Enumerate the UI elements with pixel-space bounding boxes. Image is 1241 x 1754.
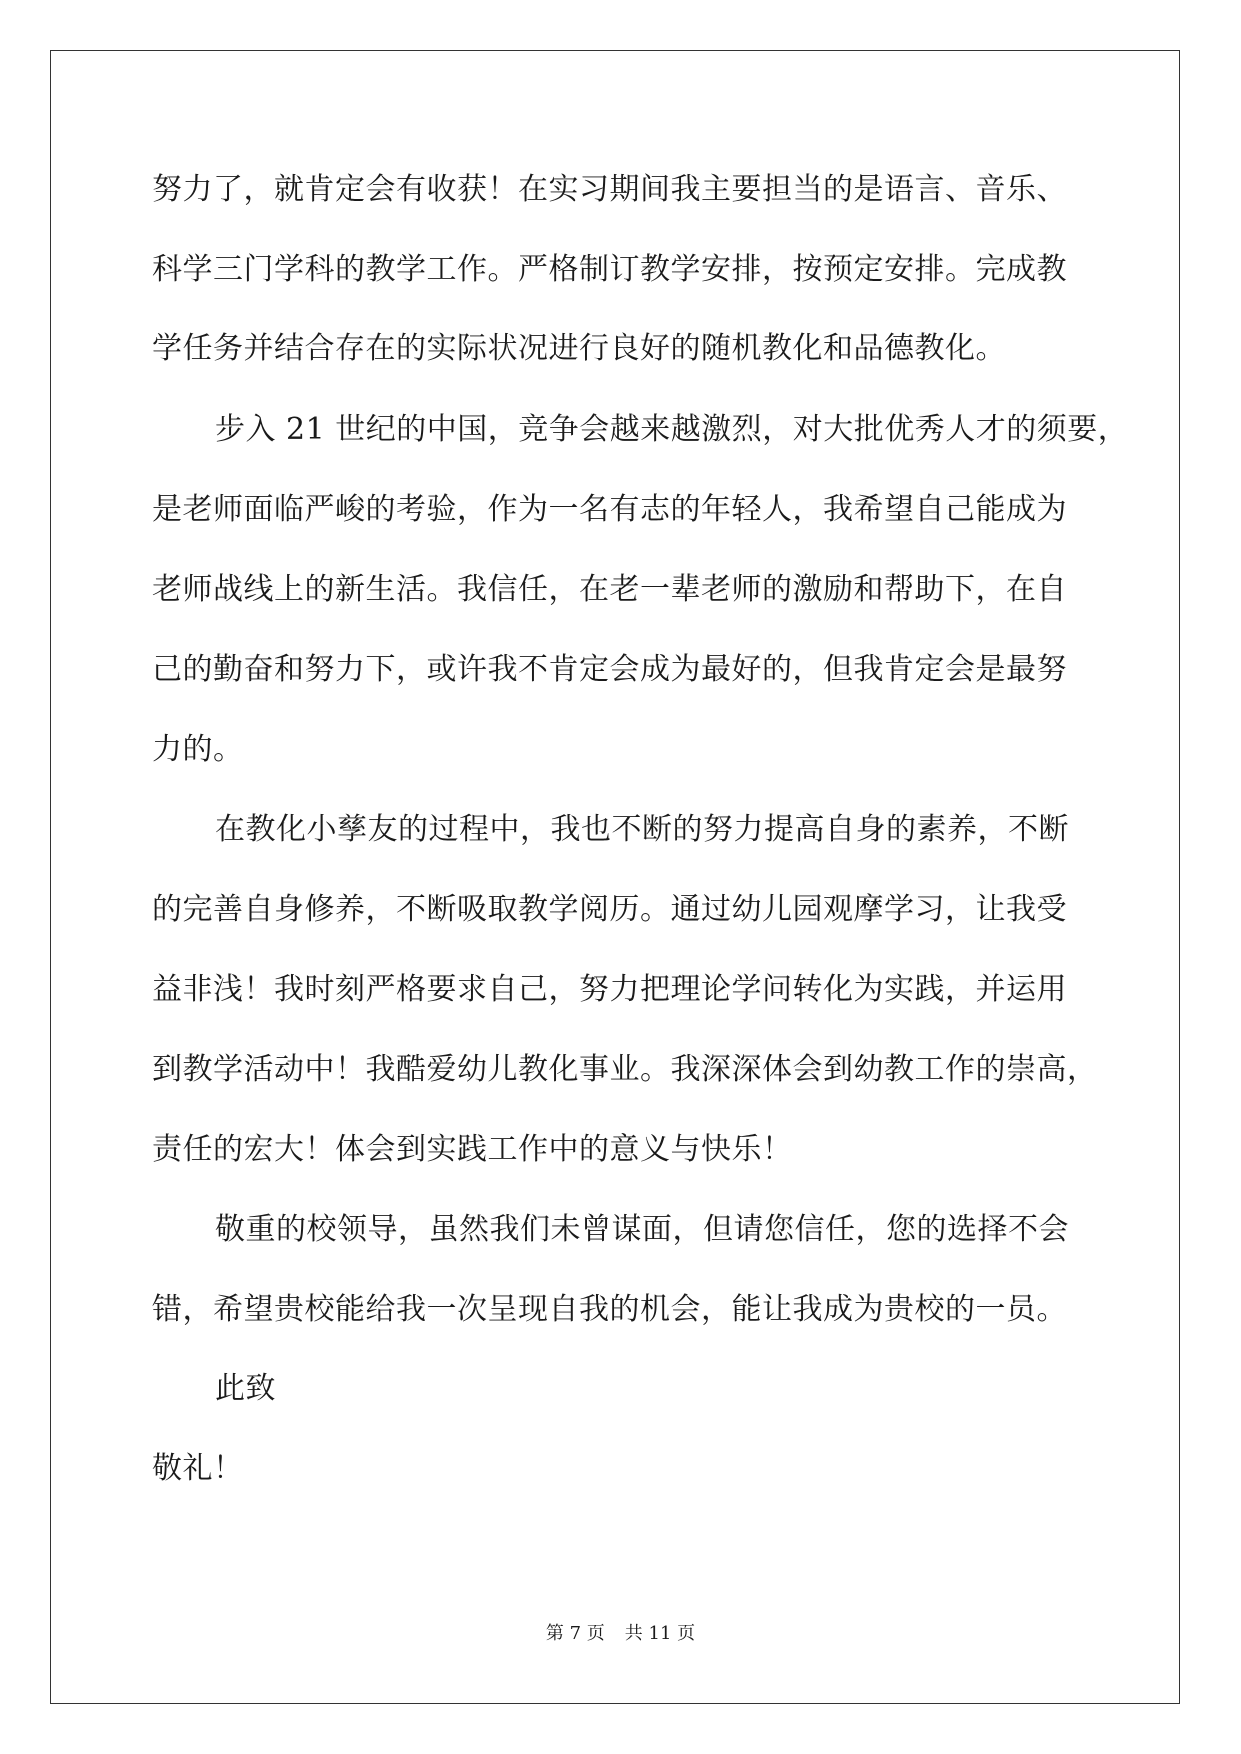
body-line-2: 科学三门学科的教学工作。严格制订教学安排，按预定安排。完成教 bbox=[152, 252, 1067, 287]
body-line-5: 是老师面临严峻的考验，作为一名有志的年轻人，我希望自己能成为 bbox=[152, 492, 1067, 527]
body-line-3: 学任务并结合存在的实际状况进行良好的随机教化和品德教化。 bbox=[152, 331, 1006, 366]
body-line-6: 老师战线上的新生活。我信任，在老一辈老师的激励和帮助下，在自 bbox=[152, 572, 1067, 607]
body-line-14: 敬重的校领导，虽然我们未曾谋面，但请您信任，您的选择不会 bbox=[215, 1212, 1069, 1247]
total-page-count: 共 11 页 bbox=[624, 1623, 696, 1644]
body-line-11: 益非浅！我时刻严格要求自己，努力把理论学问转化为实践，并运用 bbox=[152, 972, 1067, 1007]
body-line-15: 错，希望贵校能给我一次呈现自我的机会，能让我成为贵校的一员。 bbox=[152, 1292, 1067, 1327]
body-line-8: 力的。 bbox=[152, 732, 244, 767]
body-line-13: 责任的宏大！体会到实践工作中的意义与快乐！ bbox=[152, 1132, 793, 1167]
closing-regards: 敬礼！ bbox=[152, 1451, 244, 1486]
body-line-4: 步入 21 世纪的中国，竞争会越来越激烈，对大批优秀人才的须要， bbox=[215, 412, 1129, 447]
page-footer bbox=[0, 1622, 1241, 1646]
closing-salutation: 此致 bbox=[215, 1371, 276, 1406]
body-line-9: 在教化小孳友的过程中，我也不断的努力提高自身的素养，不断 bbox=[215, 812, 1069, 847]
body-line-12: 到教学活动中！我酷爱幼儿教化事业。我深深体会到幼教工作的崇高， bbox=[152, 1052, 1098, 1087]
body-line-7: 己的勤奋和努力下，或许我不肯定会成为最好的，但我肯定会是最努 bbox=[152, 652, 1067, 687]
current-page-number: 第 7 页 bbox=[545, 1623, 605, 1644]
body-line-1: 努力了，就肯定会有收获！在实习期间我主要担当的是语言、音乐、 bbox=[152, 172, 1067, 207]
body-line-10: 的完善自身修养，不断吸取教学阅历。通过幼儿园观摩学习，让我受 bbox=[152, 892, 1067, 927]
